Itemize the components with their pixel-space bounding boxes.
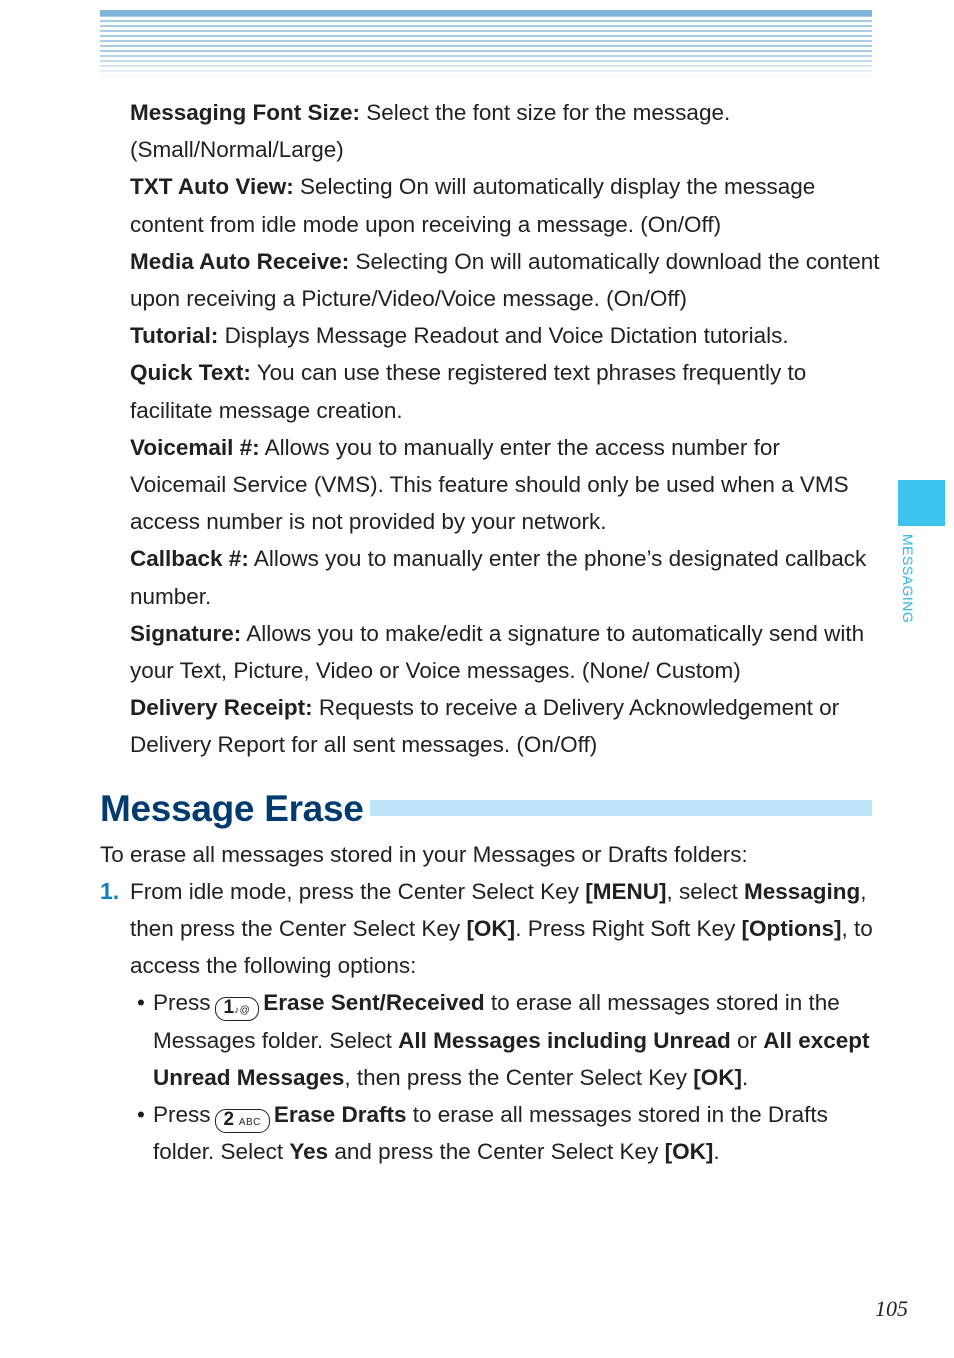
definition-term: Tutorial:	[130, 323, 219, 349]
option-value: All Messages including Unread	[398, 1027, 731, 1053]
definition-text: Select the font size for the message. (Small/Normal/Large)	[130, 100, 731, 163]
bullet-dot: •	[137, 1102, 145, 1128]
bullet-press: Press	[153, 990, 211, 1016]
key-main-char: 2	[223, 1109, 235, 1131]
chapter-label: MESSAGING	[900, 534, 916, 624]
section-title: Message Erase	[100, 782, 370, 836]
bullet-text: .	[742, 1064, 749, 1090]
option-value: Yes	[289, 1139, 329, 1165]
definition-term: Quick Text:	[130, 360, 251, 386]
definition-voicemail	[130, 429, 880, 541]
bullet-text: , then press the Center Select Key	[344, 1064, 694, 1090]
bullet-dot: •	[137, 990, 145, 1016]
bullet-text: .	[713, 1139, 720, 1165]
section-header	[100, 782, 880, 836]
key-2-icon	[215, 1109, 270, 1133]
definition-text: Allows you to manually enter the access number for Voicemail Service (VMS). This feature should only be used when a VMS access number is not provided by your network.	[130, 434, 849, 535]
section-intro: To erase all messages stored in your Messages or Drafts folders:	[100, 841, 748, 867]
bullet-erase-drafts	[100, 1096, 880, 1170]
step-text: From idle mode, press the Center Select Key	[130, 878, 586, 904]
step-number: 1.	[100, 877, 120, 904]
definition-tutorial	[130, 317, 880, 354]
ok-key-label: [OK]	[693, 1064, 743, 1090]
step-text: . Press Right Soft Key	[515, 916, 742, 942]
ok-key-label: [OK]	[664, 1139, 714, 1165]
definition-font-size	[130, 94, 880, 168]
option-name: Erase Drafts	[273, 1102, 407, 1128]
definition-text: Requests to receive a Delivery Acknowledgement or Delivery Report for all sent messages. (On/Off)	[130, 695, 840, 758]
page-content	[100, 94, 880, 1170]
step-1	[100, 873, 880, 985]
step-text: , select	[666, 878, 744, 904]
step-text: , then press the Center Select Key	[130, 878, 867, 942]
messaging-label: Messaging	[743, 878, 861, 904]
bullet-text: to erase all messages stored in the Drafts folder. Select	[153, 1102, 828, 1165]
definition-term: Signature:	[130, 620, 242, 646]
definition-text: You can use these registered text phrases frequently to facilitate message creation.	[130, 360, 807, 423]
bullet-text: to erase all messages stored in the Messages folder. Select	[153, 990, 840, 1053]
definition-quick-text	[130, 354, 880, 428]
definition-term: TXT Auto View:	[130, 174, 294, 200]
definition-term: Media Auto Receive:	[130, 248, 350, 274]
option-value: All except Unread Messages	[153, 1027, 870, 1090]
options-key-label: [Options]	[741, 916, 842, 942]
definition-text: Selecting On will automatically display the message content from idle mode upon receiving a message. (On/Off)	[130, 174, 816, 237]
definition-term: Callback #:	[130, 546, 249, 572]
key-main-char: 1	[223, 997, 235, 1019]
page-number: 105	[875, 1296, 908, 1321]
definition-term: Messaging Font Size:	[130, 100, 361, 125]
definition-callback	[130, 540, 880, 614]
definition-txt-auto-view	[130, 168, 880, 242]
option-name: Erase Sent/Received	[263, 990, 485, 1016]
definition-media-auto-receive	[130, 243, 880, 317]
definition-term: Voicemail #:	[130, 434, 260, 460]
header-decoration	[100, 10, 872, 80]
key-1-icon	[215, 997, 260, 1021]
chapter-tab	[898, 480, 945, 526]
bullet-erase-sent-received	[100, 984, 880, 1096]
definition-term: Delivery Receipt:	[130, 695, 313, 721]
definition-text: Allows you to make/edit a signature to automatically send with your Text, Picture, Video or Voice messages. (None/ Custom)	[130, 620, 865, 684]
key-sub-chars: ABC	[238, 1117, 261, 1129]
step-text: , to access the following options:	[130, 916, 873, 979]
key-sub-chars: ♪@	[234, 1005, 251, 1017]
definition-signature	[130, 615, 880, 689]
bullet-press: Press	[153, 1102, 211, 1128]
definition-text: Displays Message Readout and Voice Dictation tutorials.	[218, 323, 789, 349]
bullet-text: or	[730, 1027, 764, 1053]
bullet-text: and press the Center Select Key	[328, 1139, 665, 1165]
menu-key-label: [MENU]	[585, 878, 667, 904]
definition-text: Allows you to manually enter the phone’s designated callback number.	[130, 546, 867, 609]
definition-delivery-receipt	[130, 689, 880, 763]
definition-text: Selecting On will automatically download the content upon receiving a Picture/Video/Voice message. (On/Off)	[130, 248, 880, 312]
ok-key-label: [OK]	[466, 916, 516, 942]
